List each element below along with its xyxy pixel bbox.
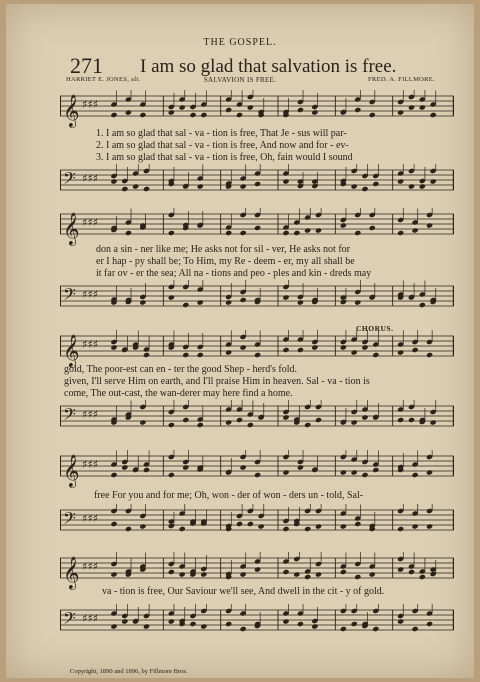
note-head [354, 299, 361, 305]
note-head [419, 574, 426, 580]
key-signature-icon: ♯♯♯ [82, 288, 98, 301]
note-head [311, 623, 318, 629]
note-head [254, 352, 261, 358]
note-head [200, 112, 207, 118]
lyric-line: given, I'll serve Him on earth, and I'll praise Him in heaven. Sal - va - tion is [64, 376, 370, 387]
note-head [397, 109, 404, 115]
note-head [254, 225, 261, 231]
note-head [340, 344, 347, 350]
treble-clef-icon: 𝄞 [63, 212, 80, 245]
note-head [240, 230, 247, 236]
note-head [297, 464, 304, 470]
note-head [311, 344, 318, 350]
note-head [426, 621, 433, 627]
note-head [240, 297, 247, 303]
lyric-line: it far ov - er the sea; All na - tions and peo - ples and kin - dreds may [96, 268, 372, 279]
note-head [143, 186, 150, 192]
note-head [282, 618, 289, 624]
note-head [182, 464, 189, 470]
note-head [236, 112, 243, 118]
note-head [168, 569, 175, 575]
note-head [182, 352, 189, 358]
note-head [225, 230, 232, 236]
lyrics-system-1 [96, 128, 446, 164]
note-head [240, 571, 247, 577]
note-head [369, 112, 376, 118]
bass-staff-system-1 [60, 164, 454, 204]
note-head [397, 178, 404, 184]
note-head [372, 181, 379, 187]
note-head [361, 472, 368, 478]
note-head [408, 183, 415, 189]
note-head [397, 526, 404, 532]
treble-clef-icon: 𝄞 [63, 94, 80, 127]
note-head [315, 571, 322, 577]
note-head [408, 104, 415, 110]
hymnal-page [6, 4, 474, 678]
note-head [247, 422, 254, 428]
note-head [304, 227, 311, 233]
note-head [197, 183, 204, 189]
bass-clef-icon: 𝄢 [63, 168, 76, 192]
note-head [168, 109, 175, 115]
key-signature-icon: ♯♯♯ [82, 98, 98, 111]
note-head [340, 469, 347, 475]
note-head [297, 107, 304, 113]
note-head [397, 230, 404, 236]
composer-credit: FRED. A. FILLMORE. [368, 76, 435, 83]
note-head [143, 623, 150, 629]
note-head [143, 467, 150, 473]
note-head [351, 349, 358, 355]
lyric-line: er I hap - py shall be; To Him, my Re - deem - er, my all shall be [96, 256, 355, 267]
note-head [139, 419, 146, 425]
note-head [197, 422, 204, 428]
key-signature-icon: ♯♯♯ [82, 338, 98, 351]
note-head [351, 419, 358, 425]
note-head [110, 571, 117, 577]
note-head [254, 566, 261, 572]
note-head [293, 230, 300, 236]
note-head [340, 626, 347, 632]
copyright-notice: Copyright, 1890 and 1896, by Fillmore Bros. [70, 668, 188, 675]
note-head [168, 472, 175, 478]
note-head [426, 352, 433, 358]
note-head [247, 521, 254, 527]
lyric-line: gold, The poor-est can en - ter the good Shep - herd's fold. [64, 364, 298, 375]
note-head [197, 299, 204, 305]
key-signature-icon: ♯♯♯ [82, 408, 98, 421]
note-head [240, 344, 247, 350]
lyrics-system-2 [96, 244, 446, 280]
note-head [282, 414, 289, 420]
note-head [225, 299, 232, 305]
key-signature-icon: ♯♯♯ [82, 560, 98, 573]
note-head [282, 294, 289, 300]
note-head [408, 417, 415, 423]
note-head [197, 352, 204, 358]
note-head [293, 571, 300, 577]
note-head [397, 417, 404, 423]
note-head [412, 347, 419, 353]
note-head [297, 621, 304, 627]
note-head [110, 344, 117, 350]
lyric-line: va - tion is free, Our Saviour we'll see, And dwell in the cit - y of gold. [102, 586, 385, 597]
note-head [225, 419, 232, 425]
note-head [397, 566, 404, 572]
lyric-line: free For you and for me; Oh, won - der of won - ders un - told, Sal- [94, 490, 364, 501]
note-head [426, 222, 433, 228]
bass-clef-icon: 𝄢 [63, 508, 76, 532]
note-head [179, 526, 186, 532]
lyric-line: don a sin - ner like me; He asks not for sil - ver, He asks not for [96, 244, 350, 255]
tune-name: SALVAVION IS FREE. [203, 76, 277, 84]
note-head [247, 104, 254, 110]
note-head [304, 422, 311, 428]
note-head [354, 230, 361, 236]
note-head [282, 230, 289, 236]
note-head [354, 107, 361, 113]
note-head [419, 104, 426, 110]
lyricist-credit: HARRIET E. JONES, alt. [66, 76, 141, 83]
note-head [282, 469, 289, 475]
note-head [168, 294, 175, 300]
note-head [110, 112, 117, 118]
chorus-label: CHORUS. [356, 324, 394, 333]
note-head [412, 472, 419, 478]
note-head [304, 526, 311, 532]
note-head [297, 347, 304, 353]
note-head [397, 618, 404, 624]
note-head [282, 526, 289, 532]
note-head [354, 574, 361, 580]
note-head [315, 523, 322, 529]
note-head [419, 183, 426, 189]
key-signature-icon: ♯♯♯ [82, 172, 98, 185]
note-head [121, 618, 128, 624]
note-head [315, 227, 322, 233]
note-head [143, 352, 150, 358]
note-head [240, 626, 247, 632]
note-head [282, 347, 289, 353]
note-head [139, 523, 146, 529]
note-head [189, 112, 196, 118]
note-head [282, 569, 289, 575]
note-head [254, 181, 261, 187]
note-head [372, 626, 379, 632]
note-head [236, 417, 243, 423]
note-head [110, 623, 117, 629]
note-head [110, 472, 117, 478]
note-head [351, 469, 358, 475]
note-head [125, 526, 132, 532]
note-head [225, 349, 232, 355]
note-head [258, 523, 265, 529]
note-head [225, 107, 232, 113]
lyric-line: 3. I am so glad that sal - va - tion is free, Oh, fain would I sound [96, 152, 353, 163]
bass-staff-system-5 [60, 604, 454, 644]
note-head [110, 521, 117, 527]
bass-staff-system-3 [60, 400, 454, 440]
note-head [125, 109, 132, 115]
note-head [430, 178, 437, 184]
bass-clef-icon: 𝄢 [63, 608, 76, 632]
note-head [132, 183, 139, 189]
note-head [361, 344, 368, 350]
note-head [340, 523, 347, 529]
note-head [121, 186, 128, 192]
note-head [354, 521, 361, 527]
note-head [426, 523, 433, 529]
note-head [419, 302, 426, 308]
note-head [412, 626, 419, 632]
note-head [361, 186, 368, 192]
section-title: THE GOSPEL. [203, 37, 277, 48]
note-head [372, 352, 379, 358]
note-head [168, 230, 175, 236]
note-head [351, 621, 358, 627]
note-head [139, 112, 146, 118]
treble-clef-icon: 𝄞 [63, 454, 80, 487]
key-signature-icon: ♯♯♯ [82, 612, 98, 625]
note-head [369, 225, 376, 231]
note-head [430, 419, 437, 425]
note-head [168, 422, 175, 428]
note-head [254, 472, 261, 478]
lyrics-system-3 [64, 364, 414, 400]
lyrics-system-4 [94, 490, 444, 502]
note-head [408, 569, 415, 575]
note-head [236, 521, 243, 527]
key-signature-icon: ♯♯♯ [82, 216, 98, 229]
note-head [282, 178, 289, 184]
bass-clef-icon: 𝄢 [63, 404, 76, 428]
note-head [315, 417, 322, 423]
note-head [340, 569, 347, 575]
note-head [200, 571, 207, 577]
note-head [125, 230, 132, 236]
note-head [311, 109, 318, 115]
lyric-line: 1. I am so glad that sal - va - tion is free, That Je - sus will par- [96, 128, 347, 139]
note-head [304, 574, 311, 580]
note-head [168, 618, 175, 624]
note-head [240, 464, 247, 470]
note-head [179, 571, 186, 577]
note-head [426, 469, 433, 475]
note-head [189, 621, 196, 627]
key-signature-icon: ♯♯♯ [82, 512, 98, 525]
note-head [397, 349, 404, 355]
note-head [412, 523, 419, 529]
hymn-number: 271 [70, 53, 103, 78]
note-head [430, 112, 437, 118]
lyric-line: 2. I am so glad that sal - va - tion is free, And now and for - ev- [96, 140, 349, 151]
note-head [179, 104, 186, 110]
note-head [121, 464, 128, 470]
note-head [297, 299, 304, 305]
treble-staff-system-4 [60, 450, 454, 492]
note-head [351, 183, 358, 189]
note-head [361, 414, 368, 420]
note-head [182, 302, 189, 308]
note-head [240, 183, 247, 189]
lyrics-system-5 [102, 586, 452, 598]
note-head [139, 299, 146, 305]
note-head [225, 621, 232, 627]
note-head [182, 417, 189, 423]
note-head [372, 467, 379, 473]
treble-clef-icon: 𝄞 [63, 334, 80, 367]
key-signature-icon: ♯♯♯ [82, 458, 98, 471]
bass-staff-system-2 [60, 280, 454, 320]
note-head [110, 178, 117, 184]
bass-staff-system-4 [60, 504, 454, 544]
bass-clef-icon: 𝄢 [63, 284, 76, 308]
note-head [369, 571, 376, 577]
treble-staff-system-1 [60, 90, 454, 132]
note-head [200, 623, 207, 629]
hymn-title: I am so glad that salvation is free. [140, 56, 397, 77]
treble-clef-icon: 𝄞 [63, 556, 80, 589]
lyric-line: come, The out-cast, the wan-derer may here find a home. [64, 388, 293, 399]
note-head [340, 222, 347, 228]
note-head [412, 227, 419, 233]
